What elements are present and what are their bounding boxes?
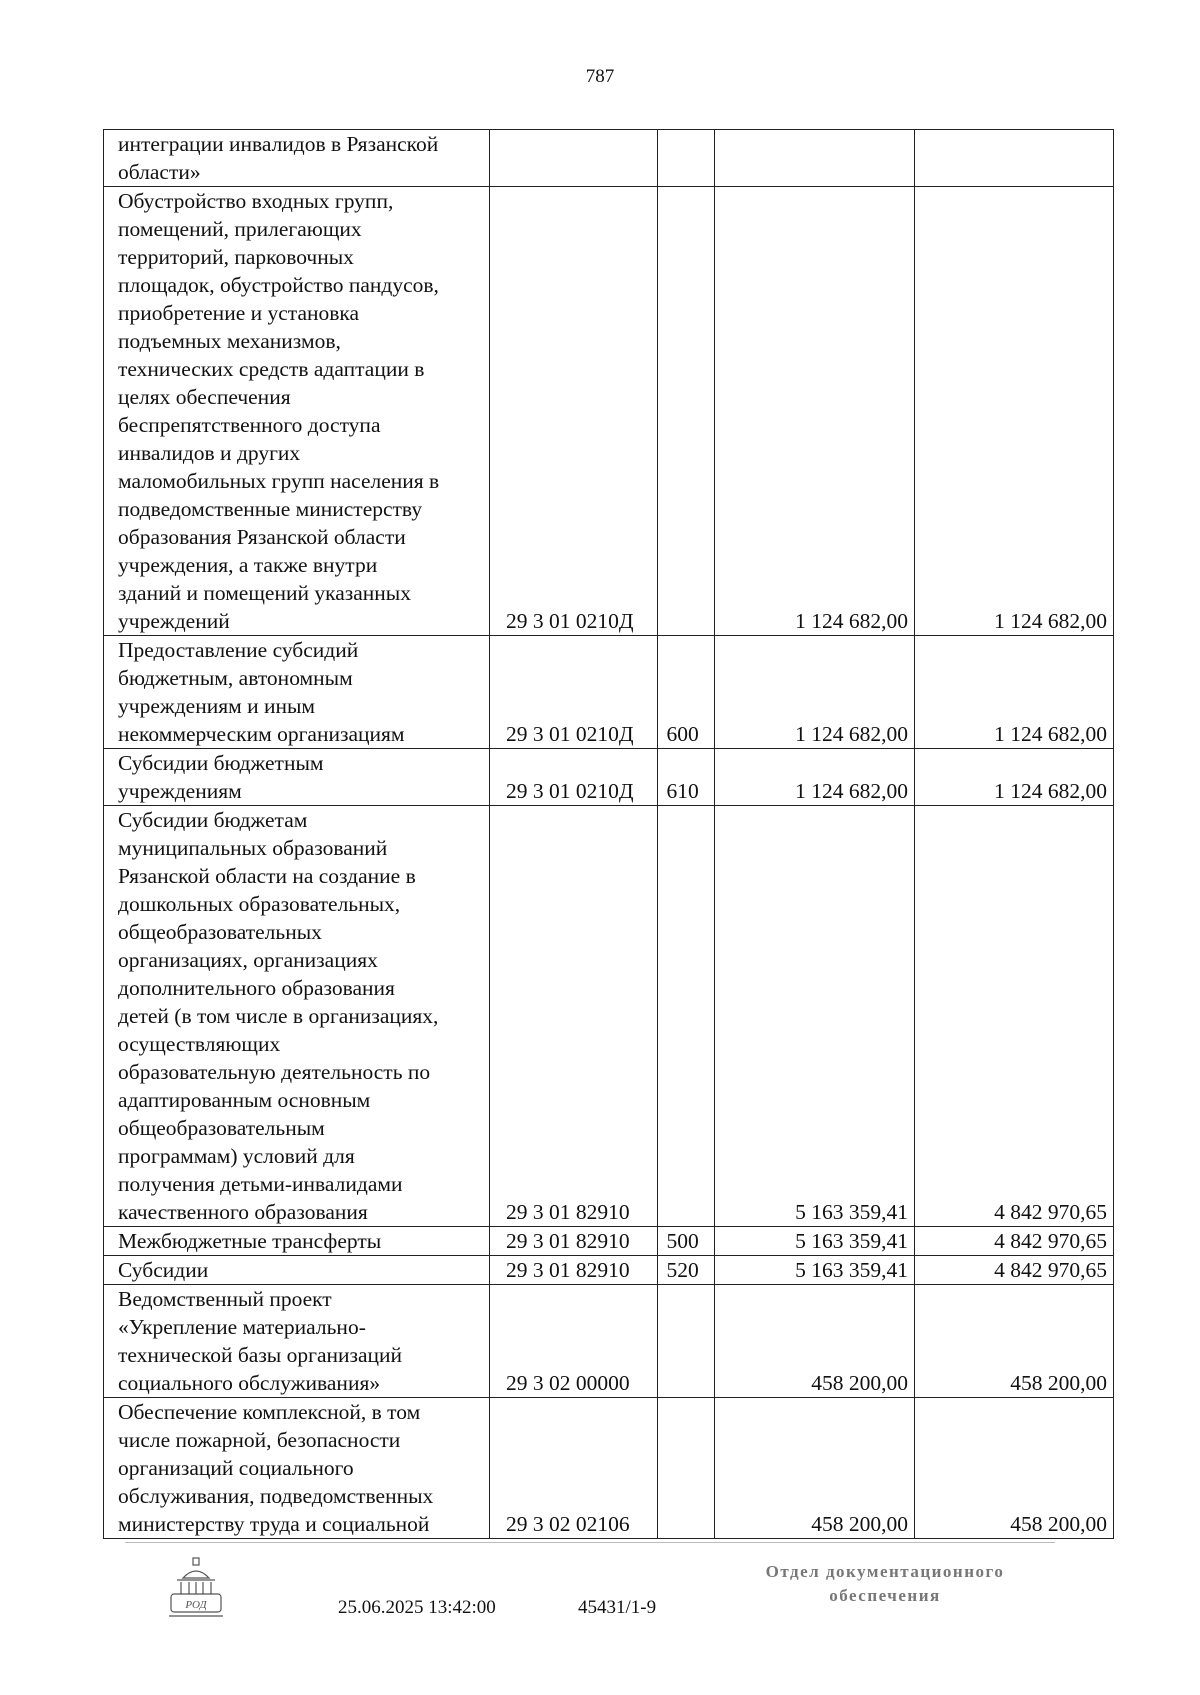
row-code: 29 3 02 02106 — [489, 1398, 658, 1539]
row-code: 29 3 02 00000 — [489, 1285, 658, 1398]
row-type — [658, 1398, 715, 1539]
row-value-1: 5 163 359,41 — [714, 1227, 914, 1256]
row-name: Предоставление субсидий бюджетным, автономным учреждениям и иным некоммерческим организациям — [104, 636, 490, 749]
row-value-1: 5 163 359,41 — [714, 1256, 914, 1285]
row-value-2: 1 124 682,00 — [915, 187, 1114, 636]
row-type: 600 — [658, 636, 715, 749]
row-value-1: 458 200,00 — [714, 1285, 914, 1398]
row-name: Субсидии бюджетам муниципальных образований Рязанской области на создание в дошкольных образовательных, общеобразовательных организациях, организациях дополнительного образования детей (в том числе в организациях, осуществляющих образовательную деятельность по адаптированным основным общеобразовательным программам) условий для получения детьми-инвалидами качественного образования — [104, 806, 490, 1227]
registration-timestamp: 25.06.2025 13:42:00 — [338, 1597, 496, 1618]
row-name: интеграции инвалидов в Рязанской области» — [104, 130, 490, 187]
row-code: 29 3 01 82910 — [489, 1227, 658, 1256]
row-value-1 — [714, 130, 914, 187]
row-name: Субсидии — [104, 1256, 490, 1285]
logo-text: РОД — [185, 1599, 207, 1611]
row-name: Обеспечение комплексной, в том числе пожарной, безопасности организаций социального обслуживания, подведомственных министерству труда и социальной — [104, 1398, 490, 1539]
row-code: 29 3 01 82910 — [489, 806, 658, 1227]
footer-divider — [125, 1542, 1055, 1543]
row-value-1: 1 124 682,00 — [714, 749, 914, 806]
row-value-2: 4 842 970,65 — [915, 1227, 1114, 1256]
table-row — [104, 749, 1114, 806]
table-row — [104, 187, 1114, 636]
row-code — [489, 130, 658, 187]
row-type: 500 — [658, 1227, 715, 1256]
row-code: 29 3 01 82910 — [489, 1256, 658, 1285]
row-name: Межбюджетные трансферты — [104, 1227, 490, 1256]
row-type — [658, 130, 715, 187]
row-value-2: 458 200,00 — [915, 1285, 1114, 1398]
row-type — [658, 187, 715, 636]
budget-table — [103, 129, 1114, 1539]
row-type — [658, 806, 715, 1227]
table-row — [104, 1227, 1114, 1256]
department-stamp-text: Отдел документационного обеспечения — [765, 1562, 1005, 1605]
row-value-2 — [915, 130, 1114, 187]
duma-logo-icon — [165, 1556, 227, 1620]
row-value-2: 458 200,00 — [915, 1398, 1114, 1539]
table-row — [104, 636, 1114, 749]
row-value-1: 458 200,00 — [714, 1398, 914, 1539]
row-value-1: 1 124 682,00 — [714, 187, 914, 636]
row-type: 610 — [658, 749, 715, 806]
row-value-2: 1 124 682,00 — [915, 636, 1114, 749]
row-value-2: 4 842 970,65 — [915, 806, 1114, 1227]
row-code: 29 3 01 0210Д — [489, 187, 658, 636]
row-value-2: 1 124 682,00 — [915, 749, 1114, 806]
registration-number: 45431/1-9 — [578, 1597, 657, 1618]
table-row — [104, 1256, 1114, 1285]
row-name: Обустройство входных групп, помещений, прилегающих территорий, парковочных площадок, обустройство пандусов, приобретение и установка подъемных механизмов, технических средств адаптации в целях обеспечения беспрепятственного доступа инвалидов и других маломобильных групп населения в подведомственные министерству образования Рязанской области учреждения, а также внутри зданий и помещений указанных учреждений — [104, 187, 490, 636]
row-name: Ведомственный проект «Укрепление материально- технической базы организаций социального обслуживания» — [104, 1285, 490, 1398]
row-value-1: 1 124 682,00 — [714, 636, 914, 749]
table-row — [104, 130, 1114, 187]
row-type — [658, 1285, 715, 1398]
row-code: 29 3 01 0210Д — [489, 749, 658, 806]
page-number: 787 — [585, 66, 615, 87]
row-type: 520 — [658, 1256, 715, 1285]
table-row — [104, 806, 1114, 1227]
row-name: Субсидии бюджетным учреждениям — [104, 749, 490, 806]
row-code: 29 3 01 0210Д — [489, 636, 658, 749]
department-stamp — [735, 1560, 1035, 1608]
row-value-2: 4 842 970,65 — [915, 1256, 1114, 1285]
row-value-1: 5 163 359,41 — [714, 806, 914, 1227]
table-row — [104, 1285, 1114, 1398]
table-row — [104, 1398, 1114, 1539]
